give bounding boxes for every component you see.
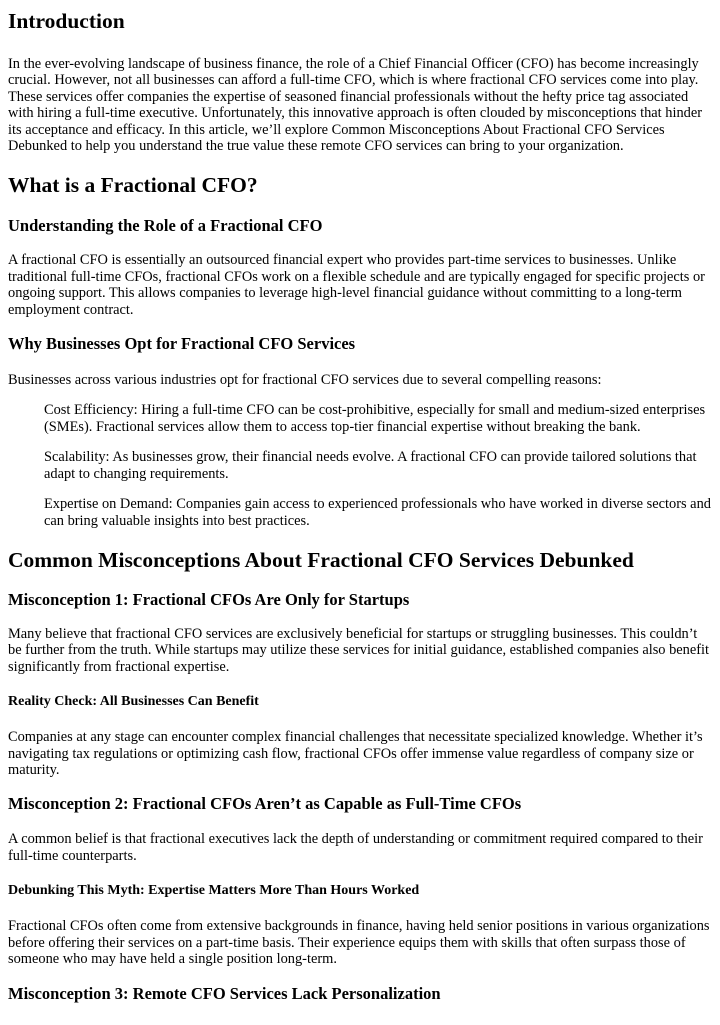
misconception-2-heading: Misconception 2: Fractional CFOs Aren’t as Capable as Full-Time CFOs <box>8 794 522 814</box>
reason-scalability: Scalability: As businesses grow, their financial needs evolve. A fractional CFO can provide tailored solutions that adapt to changing requirements. <box>44 449 697 482</box>
reality-check-heading: Reality Check: All Businesses Can Benefit <box>8 694 259 710</box>
misconception-1-heading: Misconception 1: Fractional CFOs Are Only for Startups <box>8 589 410 609</box>
reason-cost-efficiency: Cost Efficiency: Hiring a full-time CFO can be cost-prohibitive, especially for small and medium-sized enterprises (SMEs). Fractional services allow them to access top-tier financial expertise without breaking the bank. <box>44 402 706 435</box>
debunking-heading: Debunking This Myth: Expertise Matters More Than Hours Worked <box>8 883 420 899</box>
misconceptions-heading: Common Misconceptions About Fractional CFO Services Debunked <box>8 547 634 572</box>
misconception-1-paragraph: Many believe that fractional CFO services are exclusively beneficial for startups or struggling businesses. This couldn’t be further from the truth. While startups may utilize these services for initial guidance, established companies also benefit significantly from fractional expertise. <box>8 625 710 675</box>
reason-expertise-on-demand: Expertise on Demand: Companies gain access to experienced professionals who have worked in diverse sectors and can bring valuable insights into best practices. <box>44 496 711 529</box>
misconception-2-paragraph: A common belief is that fractional executives lack the depth of understanding or commitment required compared to their full-time counterparts. <box>8 831 703 864</box>
role-paragraph: A fractional CFO is essentially an outsourced financial expert who provides part-time services to businesses. Unlike traditional full-time CFOs, fractional CFOs work on a flexible schedule and are typically engaged for specific projects or ongoing support. This allows companies to leverage high-level financial guidance without committing to a long-term employment contract. <box>8 252 705 318</box>
intro-heading: Introduction <box>8 9 125 33</box>
why-paragraph: Businesses across various industries opt for fractional CFO services due to several compelling reasons: <box>8 372 602 389</box>
debunking-paragraph: Fractional CFOs often come from extensive backgrounds in finance, having held senior positions in various organizations before offering their services on a part-time basis. Their experience equips them with skills that often surpass those of someone who may have held a single position long-term. <box>8 918 710 967</box>
what-is-heading: What is a Fractional CFO? <box>8 173 258 198</box>
intro-paragraph: In the ever-evolving landscape of business finance, the role of a Chief Financial Officer (CFO) has become increasingly crucial. However, not all businesses can afford a full-time CFO, which is where fractional CFO services come into play. These services offer companies the expertise of seasoned financial professionals without the hefty price tag associated with hiring a full-time executive. Unfortunately, this innovative approach is often clouded by misconceptions that hinder its acceptance and efficacy. In this article, we’ll explore Common Misconceptions About Fractional CFO Services Debunked to help you understand the true value these remote CFO services can bring to your organization. <box>8 56 703 155</box>
misconception-3-heading: Misconception 3: Remote CFO Services Lack Personalization <box>8 984 441 1004</box>
role-heading: Understanding the Role of a Fractional CFO <box>8 216 323 236</box>
article <box>0 8 720 1004</box>
why-heading: Why Businesses Opt for Fractional CFO Services <box>8 334 356 354</box>
reality-check-paragraph: Companies at any stage can encounter complex financial challenges that necessitate specialized knowledge. Whether it’s navigating tax regulations or optimizing cash flow, fractional CFOs offer immense value regardless of company size or maturity. <box>8 729 703 778</box>
